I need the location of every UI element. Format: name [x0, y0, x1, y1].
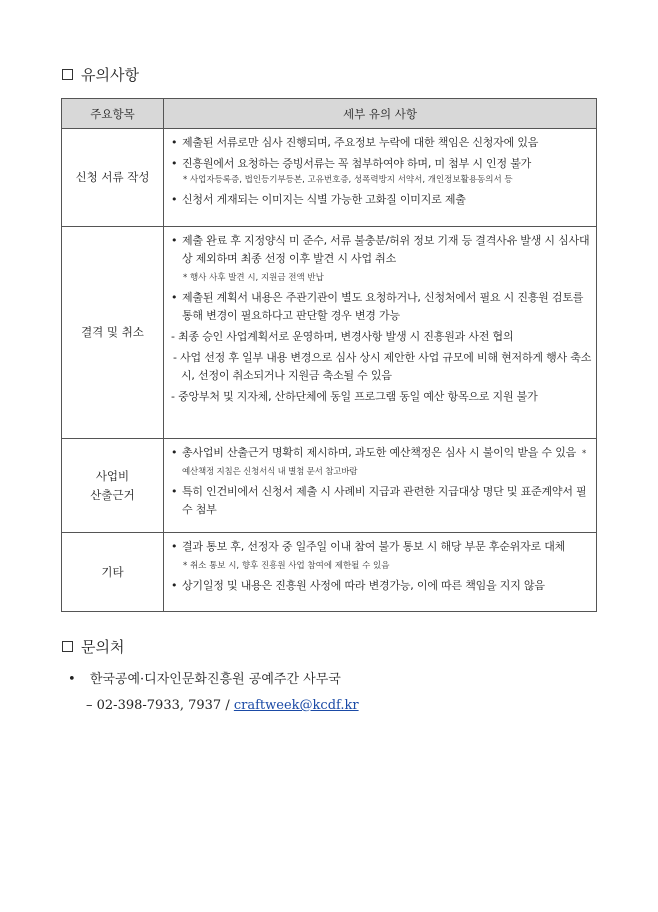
- list-item: • 신청서 게재되는 이미지는 식별 가능한 고화질 이미지로 제출: [171, 193, 466, 206]
- row-content: [164, 227, 597, 439]
- footnote: * 사업자등록증, 법인등기부등본, 고유번호증, 성폭력방지 서약서, 개인정보활용동의서 등: [183, 175, 513, 185]
- row-content: [164, 129, 597, 227]
- org-name: 한국공예·디자인문화진흥원 공예주간 사무국: [89, 672, 341, 687]
- row-item: 기타: [62, 533, 164, 612]
- row-item: 결격 및 취소: [62, 227, 164, 439]
- header-item: 주요항목: [62, 99, 164, 129]
- bullet-icon: •: [68, 672, 76, 687]
- contact-phone-line: [86, 698, 359, 713]
- notes-table: [61, 98, 597, 612]
- table-header-row: [62, 99, 597, 129]
- footnote: * 행사 사후 발견 시, 지원금 전액 반납: [183, 273, 324, 283]
- list-item: • 제출 완료 후 지정양식 미 준수, 서류 불충분/허위 정보 기재 등 결격사유 발생 시 심사대상 제외하며 최종 선정 이후 발견 시 사업 취소: [171, 234, 590, 265]
- list-item: • 상기일정 및 내용은 진흥원 사정에 따라 변경가능, 이에 따른 책임을 지지 않음: [171, 579, 545, 592]
- row-item: [62, 439, 164, 533]
- table-row: [62, 533, 597, 612]
- row-item-line: 사업비: [95, 468, 130, 483]
- notes-section-title: [62, 64, 139, 85]
- checkbox-icon: [62, 69, 73, 80]
- footnote: * 예산책정 지침은 신청서식 내 별첨 문서 참고바람: [182, 449, 587, 477]
- table-row: [62, 227, 597, 439]
- row-item-line: 산출근거: [90, 487, 135, 502]
- dash-item: - 사업 선정 후 일부 내용 변경으로 심사 상시 제안한 사업 규모에 비해 현저하게 행사 축소 시, 선정이 취소되거나 지원금 축소될 수 있음: [173, 351, 592, 382]
- footnote: * 취소 통보 시, 향후 진흥원 사업 참여에 제한될 수 있음: [183, 561, 390, 571]
- table-row: [62, 129, 597, 227]
- phone-number: – 02-398-7933, 7937 /: [86, 698, 230, 713]
- list-item: • 제출된 계획서 내용은 주관기관이 별도 요청하거나, 신청처에서 필요 시 진흥원 검토를 통해 변경이 필요하다고 판단할 경우 변경 가능: [171, 291, 584, 322]
- contact-org: [68, 668, 341, 687]
- header-detail: 세부 유의 사항: [164, 99, 597, 129]
- contact-section-title: [62, 636, 124, 657]
- email-link[interactable]: craftweek@kcdf.kr: [233, 698, 359, 713]
- notes-title: 유의사항: [81, 66, 139, 84]
- checkbox-icon: [62, 641, 73, 652]
- row-content: [164, 439, 597, 533]
- dash-item: - 최종 승인 사업계획서로 운영하며, 변경사항 발생 시 진흥원과 사전 협의: [171, 330, 514, 343]
- dash-item: - 중앙부처 및 지자체, 산하단체에 동일 프로그램 동일 예산 항목으로 지원 불가: [171, 390, 538, 403]
- row-item: 신청 서류 작성: [62, 129, 164, 227]
- list-item: • 결과 통보 후, 선정자 중 일주일 이내 참여 불가 통보 시 해당 부문 후순위자로 대체: [171, 540, 566, 553]
- list-item: • 특히 인건비에서 신청서 제출 시 사례비 지급과 관련한 지급대상 명단 및 표준계약서 필수 첨부: [171, 485, 587, 516]
- contact-title: 문의처: [81, 638, 125, 656]
- list-item: • 진흥원에서 요청하는 증빙서류는 꼭 첨부하여야 하며, 미 첨부 시 인정 불가: [171, 157, 532, 170]
- row-content: [164, 533, 597, 612]
- list-item: • 제출된 서류로만 심사 진행되며, 주요정보 누락에 대한 책임은 신청자에 있음: [171, 136, 539, 149]
- list-item: • 총사업비 산출근거 명확히 제시하며, 과도한 예산책정은 심사 시 불이익 받을 수 있음 * 예산책정 지침은 신청서식 내 별첨 문서 참고바람: [171, 446, 587, 477]
- table-row: [62, 439, 597, 533]
